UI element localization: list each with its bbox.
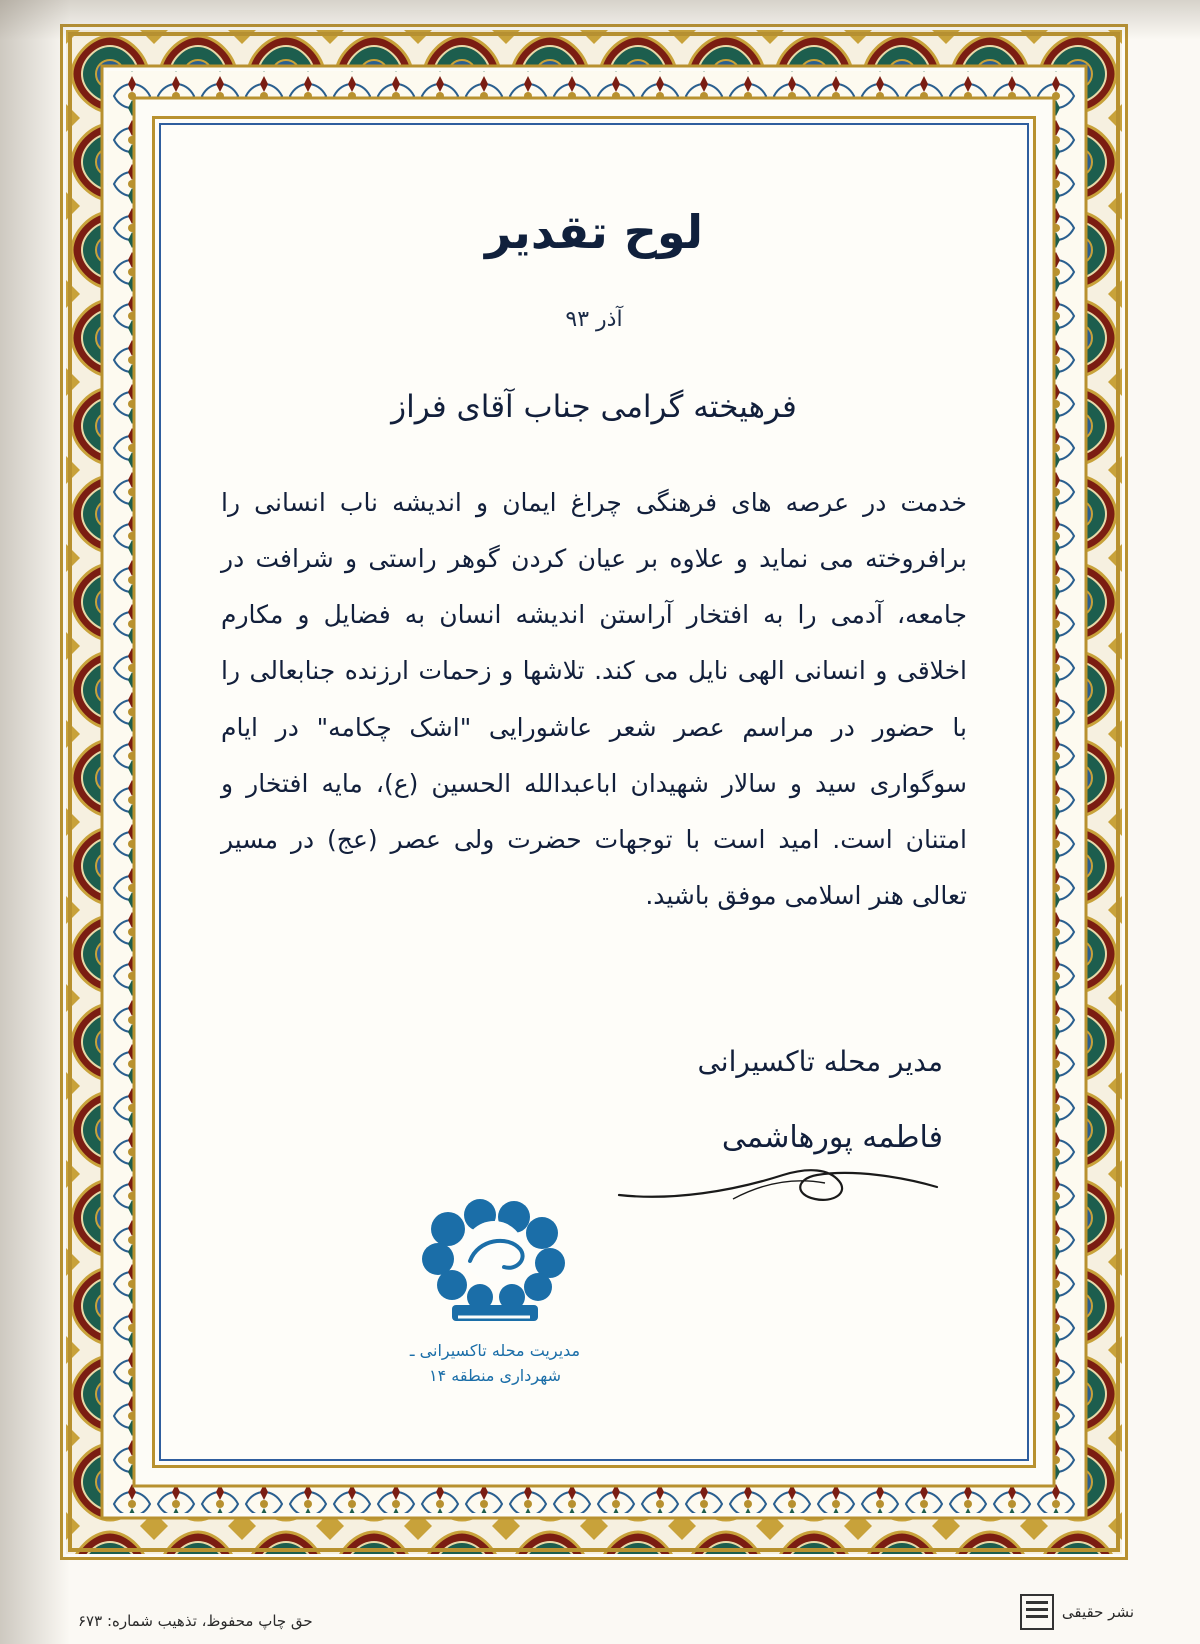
seal-line-1: مدیریت محله تاکسیرانی ـ (409, 1341, 581, 1361)
copyright-note: حق چاپ محفوظ، تذهیب شماره: ۶۷۳ (78, 1612, 313, 1630)
decorative-frame (60, 24, 1128, 1560)
body-paragraph: خدمت در عرصه های فرهنگی چراغ ایمان و اندیشه ناب انسانی را برافروخته می نماید و علاوه بر عیان کردن گوهر راستی و شرافت در جامعه، آدمی را به افتخار آراستن اندیشه انسان به فضایل و مکارم اخلاقی و انسانی الهی نایل می کند. تلاشها و زحمات ارزنده جنابعالی را با حضور در مراسم عصر شعر عاشورایی "اشک چکامه" در ایام سوگواری سید و سالار شهیدان اباعبدالله الحسین (ع)، مایه افتخار و امتنان است. امید است با توجهات حضرت ولی عصر (عج) در مسیر تعالی هنر اسلامی موفق باشید. (221, 487, 967, 911)
publisher-label: نشر حقیقی (1061, 1603, 1134, 1621)
seal-line-2: شهرداری منطقه ۱۴ (429, 1366, 561, 1386)
municipality-seal-icon (408, 1189, 583, 1339)
official-seal (365, 1189, 625, 1389)
certificate-title: لوح تقدیر (484, 205, 704, 259)
publisher-credit (1020, 1594, 1134, 1630)
certificate-date: آذر ۹۳ (565, 307, 623, 332)
certificate-content (169, 133, 1019, 1451)
publisher-logo-icon (1020, 1594, 1054, 1630)
signatory-role: مدیر محله تاکسیرانی (697, 1044, 943, 1078)
salutation-line: فرهیخته گرامی جناب آقای فراز (391, 389, 797, 425)
inner-paper-area (152, 116, 1036, 1468)
signatory-name: فاطمه پورهاشمی (721, 1119, 943, 1155)
